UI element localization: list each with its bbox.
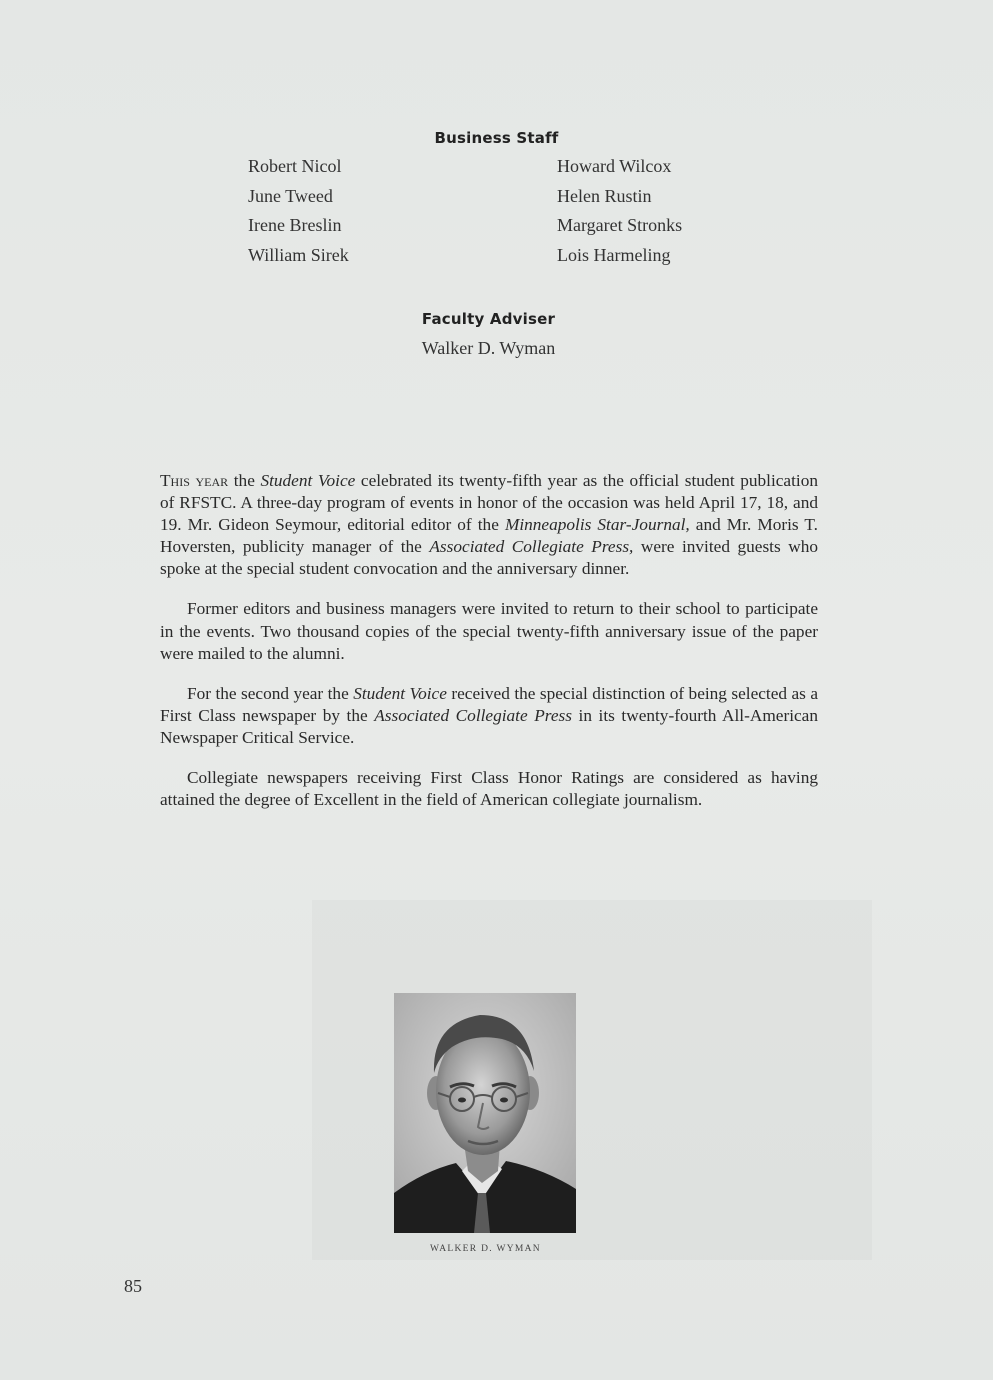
staff-member: June Tweed — [248, 185, 333, 206]
staff-member: William Sirek — [248, 244, 349, 265]
portrait-photo — [394, 993, 576, 1233]
article-paragraph: For the second year the Student Voice received the special distinction of being selected as a First Class newspaper by the Associated Collegiate Press in its twenty-fourth All-American Newspaper Critical Service. — [160, 683, 819, 747]
article-paragraph: Former editors and business managers were invited to return to their school to participate in the events. Two thousand copies of the special twenty-fifth anniversary issue of the paper were mailed to the alumni. — [160, 599, 818, 663]
article-paragraph: Collegiate newspapers receiving First Class Honor Ratings are considered as having attained the degree of Excellent in the field of American collegiate journalism. — [160, 768, 818, 810]
business-staff-left-column — [248, 152, 349, 270]
business-staff-right-column — [557, 152, 682, 270]
business-staff-heading: Business Staff — [434, 129, 559, 147]
staff-member: Robert Nicol — [248, 156, 342, 176]
staff-member: Helen Rustin — [557, 185, 652, 206]
publication-title: Associated Collegiate Press — [374, 705, 572, 725]
article-paragraph: This year the Student Voice celebrated its twenty-fifth year as the official student publication of RFSTC. A three-day program of events in honor of the occasion was held April 17, 18, and 19. Mr. Gideon Seymour, editorial editor of the Minneapolis Star-Journal, and Mr. Moris T. Hoversten, publicity manager of the Associated Collegiate Press, were invited guests who spoke at the special student convocation and the anniversary dinner. — [160, 471, 819, 579]
staff-member: Irene Breslin — [248, 215, 342, 235]
publication-title: Student Voice — [353, 683, 447, 703]
staff-member: Margaret Stronks — [557, 215, 683, 235]
publication-title: Associated Collegiate Press, — [429, 537, 634, 557]
publication-title: Minneapolis Star-Journal, — [504, 515, 690, 535]
faculty-adviser-name: Walker D. Wyman — [421, 338, 556, 358]
photo-caption: WALKER D. WYMAN — [430, 1244, 541, 1254]
faculty-adviser-heading: Faculty Adviser — [421, 310, 556, 328]
article-body — [160, 470, 818, 829]
lead-in: This year — [160, 471, 229, 490]
staff-member: Howard Wilcox — [557, 156, 672, 176]
staff-member: Lois Harmeling — [557, 244, 671, 265]
publication-title: Student Voice — [260, 471, 356, 490]
page-number: 85 — [124, 1276, 142, 1296]
